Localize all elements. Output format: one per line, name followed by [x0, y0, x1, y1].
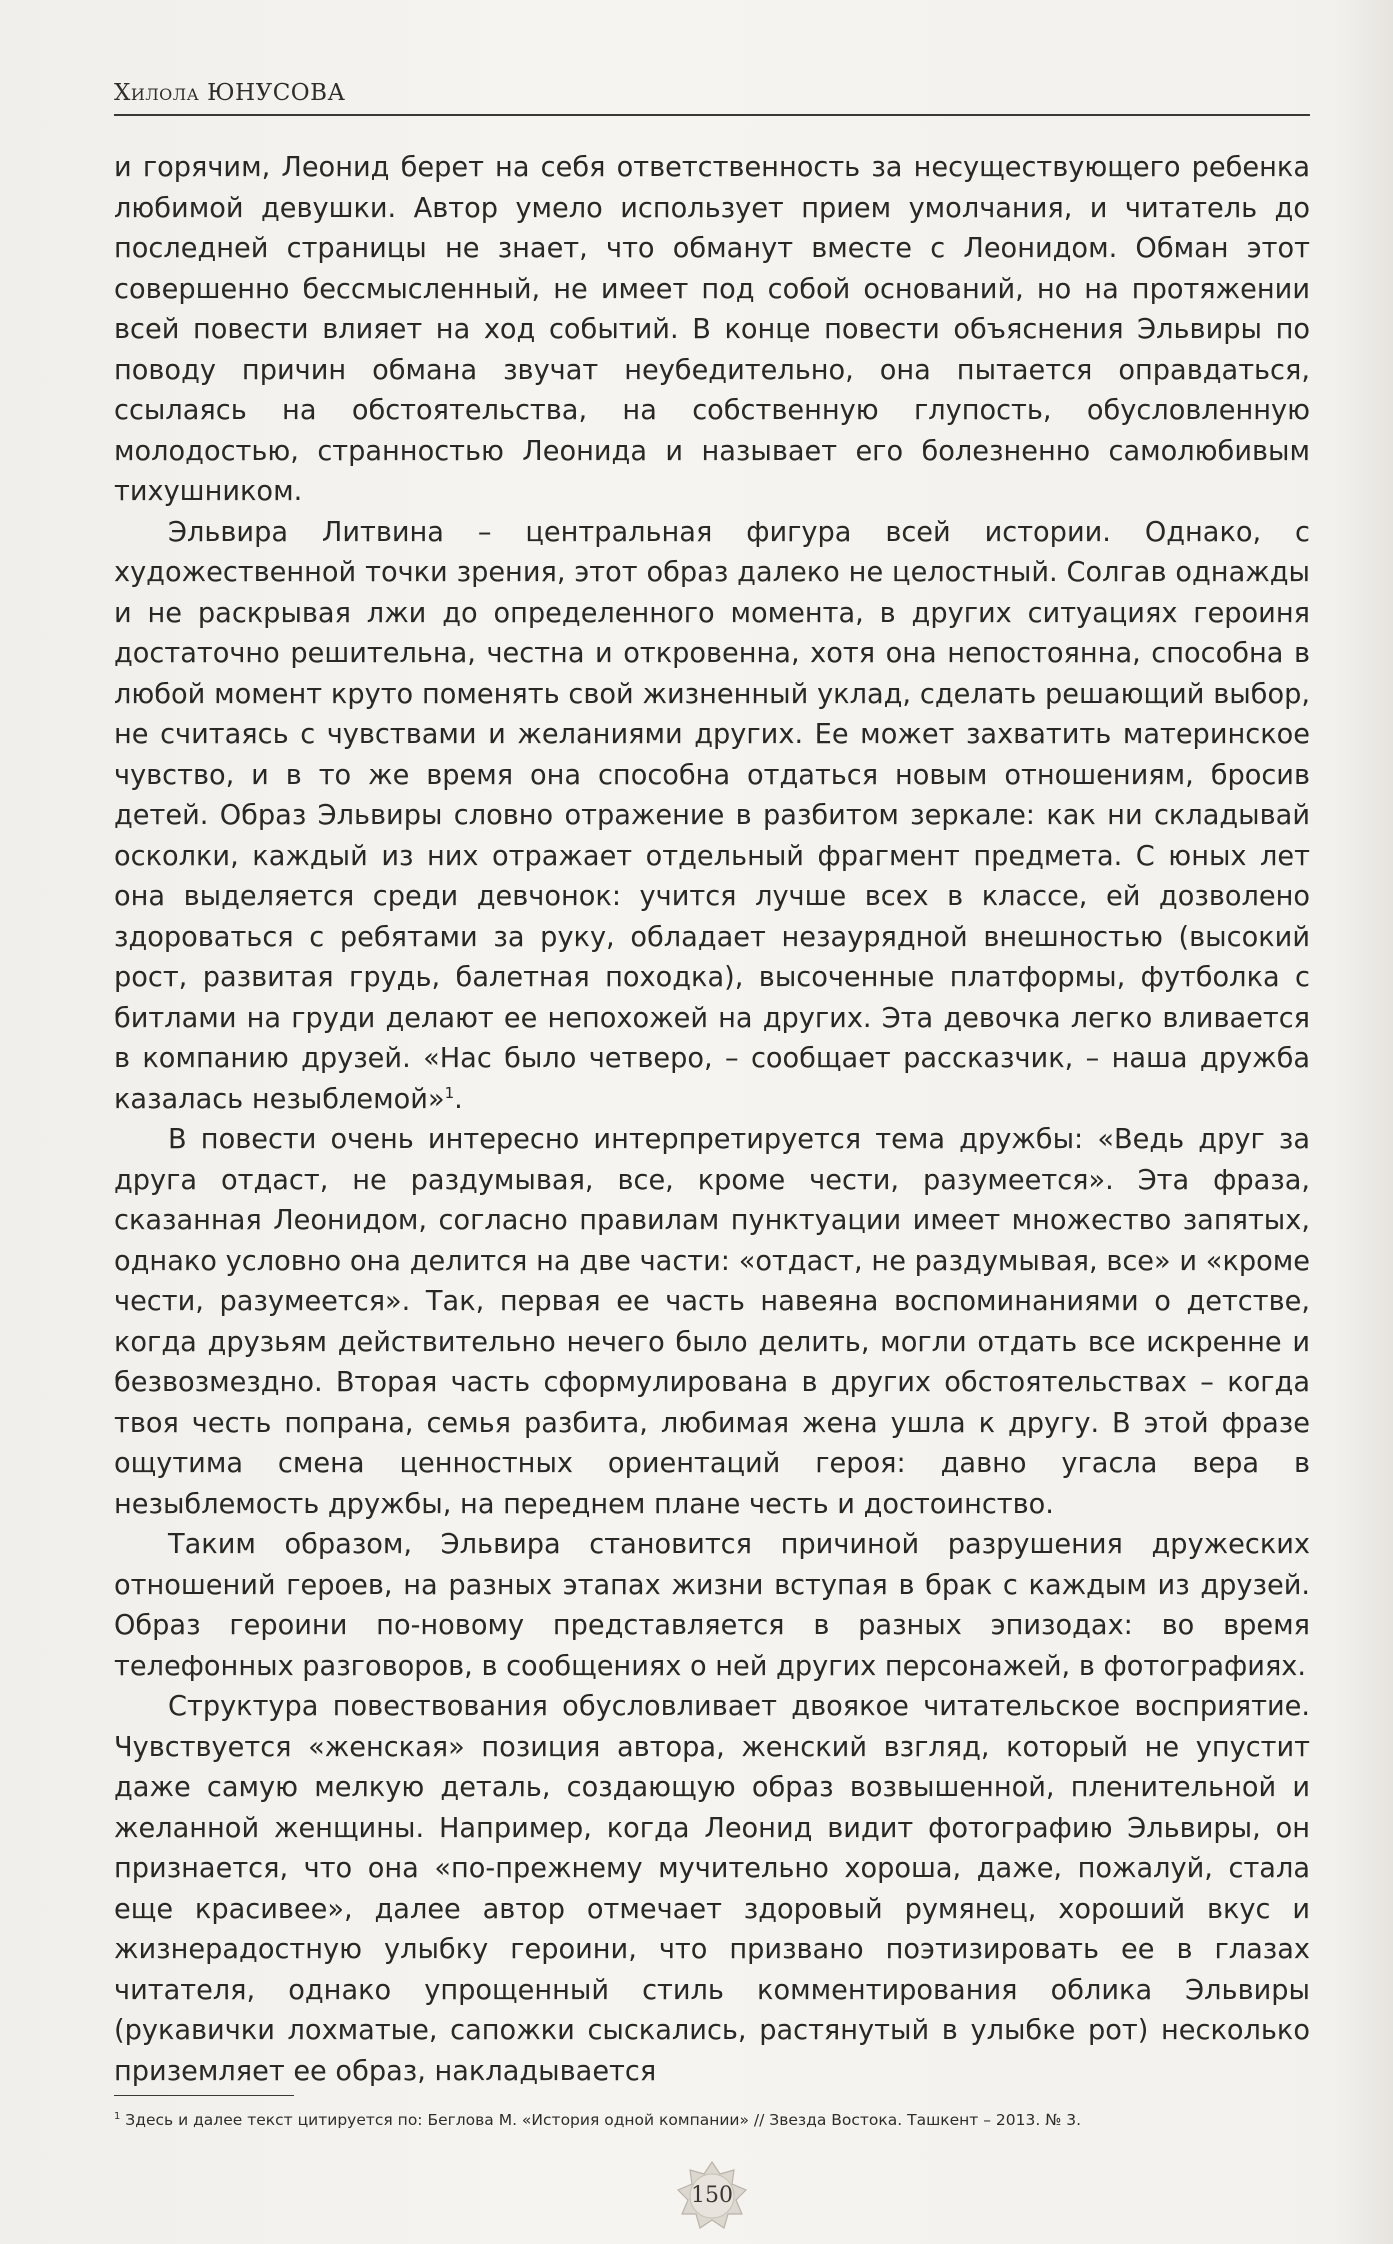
footnote-text: Здесь и далее текст цитируется по: Беглова М. «История одной компании» // Звезда Востока. Ташкент – 2013. № 3.	[120, 2111, 1082, 2130]
page-number-badge	[676, 2160, 748, 2232]
paragraph-4: Таким образом, Эльвира становится причиной разрушения дружеских отношений героев, на разных этапах жизни вступая в брак с каждым из друзей. Образ героини по-новому представляется в разных эпизодах: во время телефонных разговоров, в сообщениях о ней других персонажей, в фотографиях.	[114, 1529, 1310, 1682]
body-text	[114, 148, 1310, 2092]
paragraph-5: Структура повествования обусловливает двоякое читательское восприятие. Чувствуется «женская» позиция автора, женский взгляд, который не упустит даже самую мелкую деталь, создающую образ возвышенной, пленительной и желанной женщины. Например, когда Леонид видит фотографию Эльвиры, он признается, что она «по-прежнему мучительно хороша, даже, пожалуй, стала еще красивее», далее автор отмечает здоровый румянец, хороший вкус и жизнерадостную улыбку героини, что призвано поэтизировать ее в глазах читателя, однако упрощенный стиль комментирования облика Эльвиры (рукавички лохматые, сапожки сыскались, растянутый в улыбке рот) несколько приземляет ее образ, накладывается	[114, 1691, 1310, 2087]
paragraph-2-text: Эльвира Литвина – центральная фигура всей истории. Однако, с художественной точки зрения, этот образ далеко не целостный. Солгав однажды и не раскрывая лжи до определенного момента, в других ситуациях героиня достаточно решительна, честна и откровенна, хотя она непостоянна, способна в любой момент круто поменять свой жизненный уклад, сделать решающий выбор, не считаясь с чувствами и желаниями других. Ее может захватить материнское чувство, и в то же время она способна отдаться новым отношениям, бросив детей. Образ Эльвиры словно отражение в разбитом зеркале: как ни складывай осколки, каждый из них отражает отдельный фрагмент предмета. С юных лет она выделяется среди девчонок: учится лучше всех в классе, ей дозволено здороваться с ребятами за руку, обладает незаурядной внешностью (высокий рост, развитая грудь, балетная походка), высоченные платформы, футболка с битлами на груди делают ее непохожей на других. Эта девочка легко вливается в компанию друзей. «Нас было четверо, – сообщает рассказчик, – наша дружба казалась незыблемой»	[114, 516, 1310, 1115]
page-edge-shadow	[1333, 0, 1393, 2244]
footnote	[114, 2106, 1310, 2131]
paragraph-1: и горячим, Леонид берет на себя ответственность за несуществующего ребенка любимой девушки. Автор умело использует прием умолчания, и читатель до последней страницы не знает, что обманут вместе с Леонидом. Обман этот совершенно бессмысленный, не имеет под собой оснований, но на протяжении всей повести влияет на ход событий. В конце повести объяснения Эльвиры по поводу причин обмана звучат неубедительно, она пытается оправдаться, ссылаясь на обстоятельства, на собственную глупость, обусловленную молодостью, странностью Леонида и называет его болезненно самолюбивым тихушником.	[114, 152, 1310, 507]
paragraph-2	[114, 513, 1310, 1121]
paragraph-2-end: .	[454, 1083, 463, 1115]
footnote-reference[interactable]: 1	[444, 1083, 455, 1102]
footnote-marker: 1	[114, 2111, 121, 2122]
page-number: 150	[691, 2183, 733, 2208]
paragraph-3: В повести очень интересно интерпретируется тема дружбы: «Ведь друг за друга отдаст, не раздумывая, все, кроме чести, разумеется». Эта фраза, сказанная Леонидом, согласно правилам пунктуации имеет множество запятых, однако условно она делится на две части: «отдаст, не раздумывая, все» и «кроме чести, разумеется». Так, первая ее часть навеяна воспоминаниями о детстве, когда друзьям действительно нечего было делить, могли отдать все искренне и безвозмездно. Вторая часть сформулирована в других обстоятельствах – когда твоя честь попрана, семья разбита, любимая жена ушла к другу. В этой фразе ощутима смена ценностных ориентаций героя: давно угасла вера в незыблемость дружбы, на переднем плане честь и достоинство.	[114, 1124, 1310, 1520]
header-author: Хилола ЮНУСОВА	[114, 80, 346, 106]
footnote-divider	[114, 2095, 294, 2096]
running-header	[114, 76, 1310, 116]
